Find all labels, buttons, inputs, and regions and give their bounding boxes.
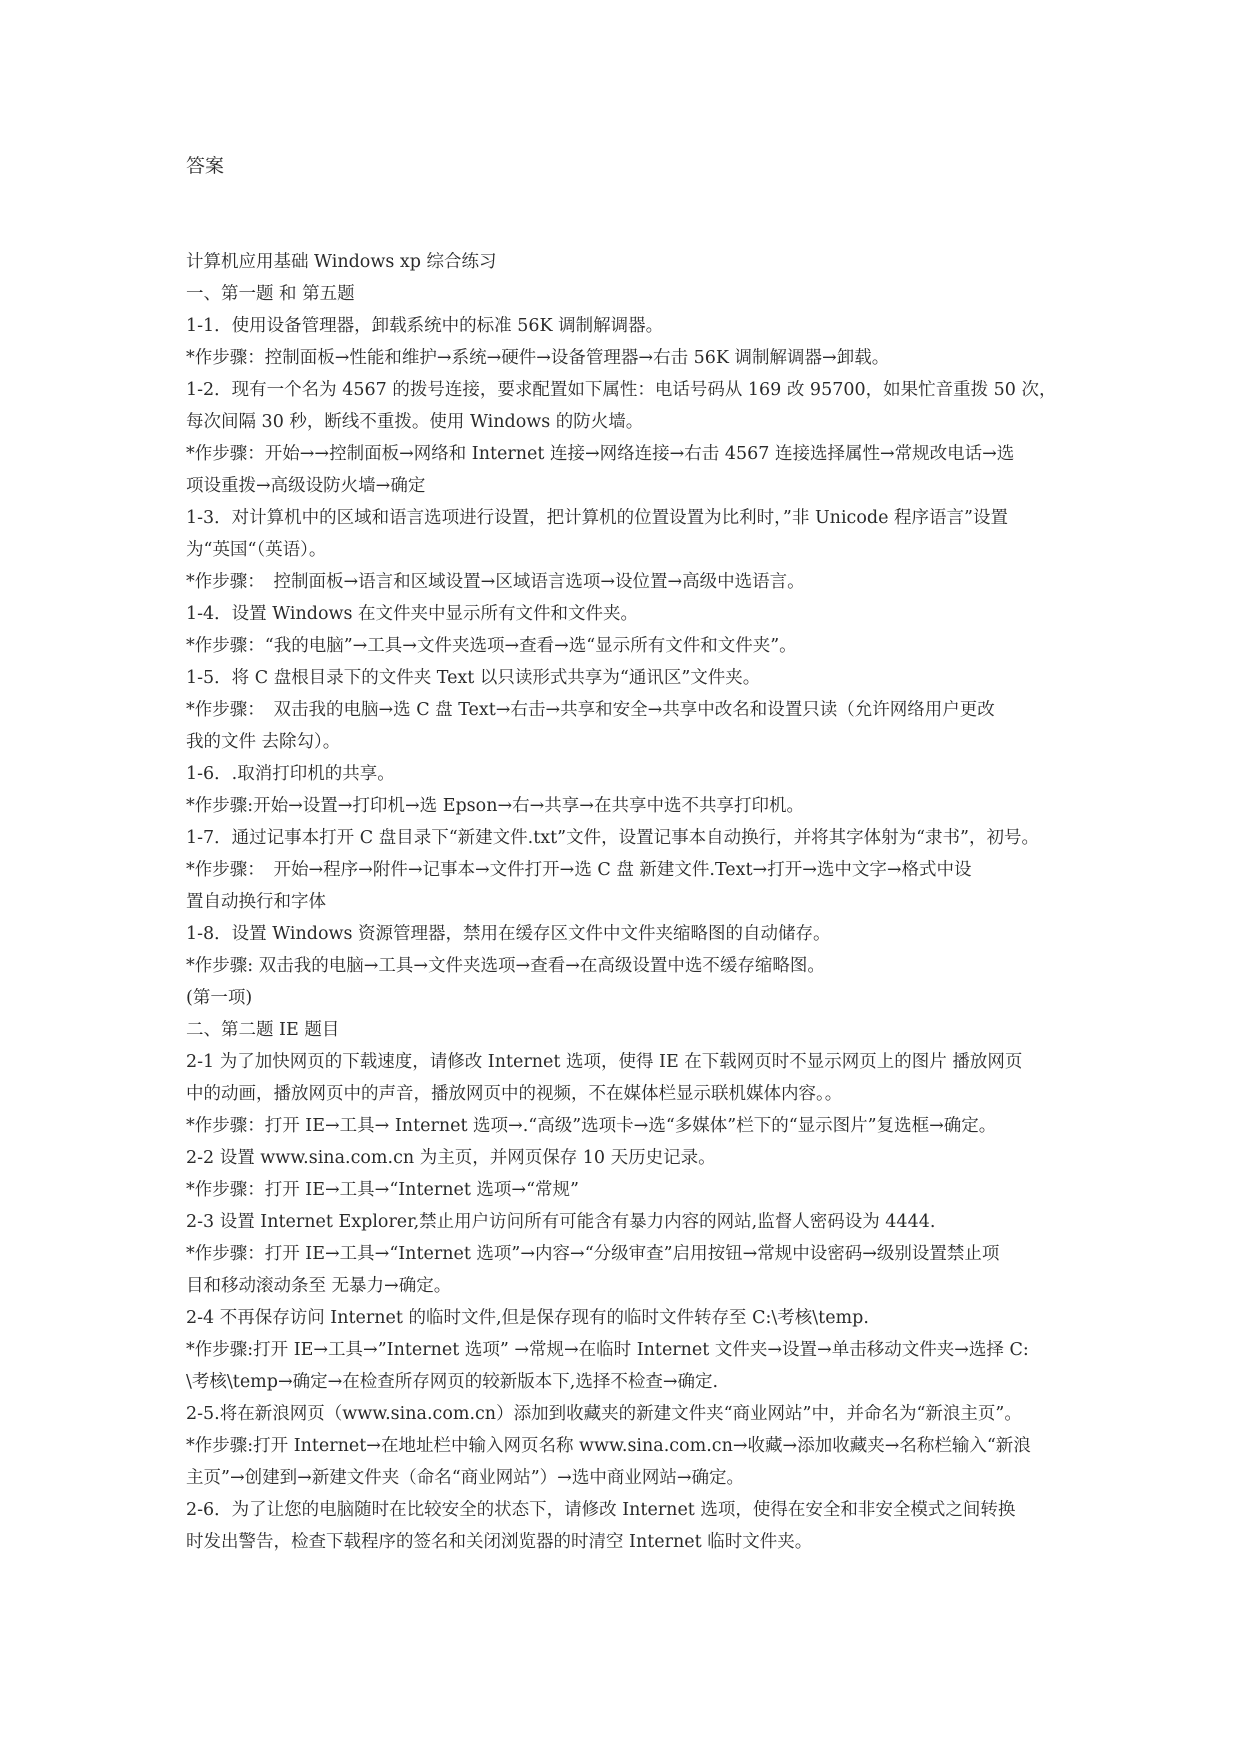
text-line: *作步骤： 开始→程序→附件→记事本→文件打开→选 C 盘 新建文件.Text→打开→选中文字→格式中设	[186, 860, 972, 880]
text-line: 为“英国“（英语）。	[186, 540, 327, 560]
text-line: 1-2．现有一个名为 4567 的拨号连接，要求配置如下属性：电话号码从 169 改 95700，如果忙音重拨 50 次，	[186, 380, 1057, 400]
text-line: 项设重拨→高级设防火墙→确定	[186, 476, 426, 496]
text-line: *作步骤： 控制面板→语言和区域设置→区域语言选项→设位置→高级中选语言。	[186, 572, 805, 592]
text-line: 每次间隔 30 秒，断线不重拨。使用 Windows 的防火墙。	[186, 412, 644, 432]
text-line: 1-1．使用设备管理器，卸载系统中的标准 56K 调制解调器。	[186, 316, 664, 336]
text-line: *作步骤：打开 IE→工具→“Internet 选项”→内容→“分级审查”启用按钮→常规中设密码→级别设置禁止项	[186, 1244, 1000, 1264]
text-line: 1-3．对计算机中的区域和语言选项进行设置，把计算机的位置设置为比利时，”非 Unicode 程序语言”设置	[186, 508, 1008, 528]
text-line: 1-4．设置 Windows 在文件夹中显示所有文件和文件夹。	[186, 604, 639, 624]
text-line: *作步骤:打开 IE→工具→”Internet 选项” →常规→在临时 Internet 文件夹→设置→单击移动文件夹→选择 C:	[186, 1340, 1029, 1360]
text-line: *作步骤:打开 Internet→在地址栏中输入网页名称 www.sina.com.cn→收藏→添加收藏夹→名称栏输入“新浪	[186, 1436, 1031, 1456]
text-line: *作步骤：“我的电脑”→工具→文件夹选项→查看→选“显示所有文件和文件夹”。	[186, 636, 797, 656]
text-line: (第一项)	[186, 988, 253, 1008]
text-line: *作步骤: 双击我的电脑→工具→文件夹选项→查看→在高级设置中选不缓存缩略图。	[186, 956, 825, 976]
text-line: 计算机应用基础 Windows xp 综合练习	[186, 252, 497, 272]
text-line: 中的动画，播放网页中的声音，播放网页中的视频，不在媒体栏显示联机媒体内容。。	[186, 1084, 843, 1104]
text-line: 置自动换行和字体	[186, 892, 326, 912]
text-line: 2-2 设置 www.sina.com.cn 为主页，并网页保存 10 天历史记录。	[186, 1148, 716, 1168]
text-line: *作步骤:开始→设置→打印机→选 Epson→右→共享→在共享中选不共享打印机。	[186, 796, 804, 816]
text-line: 2-5.将在新浪网页（www.sina.com.cn）添加到收藏夹的新建文件夹“商业网站”中，并命名为“新浪主页”。	[186, 1404, 1022, 1424]
text-line: 主页”→创建到→新建文件夹（命名“商业网站”）→选中商业网站→确定。	[186, 1468, 744, 1488]
document-body	[186, 246, 1066, 1558]
text-line: 2-6．为了让您的电脑随时在比较安全的状态下，请修改 Internet 选项，使得在安全和非安全模式之间转换	[186, 1500, 1016, 1520]
text-line: 1-7．通过记事本打开 C 盘目录下“新建文件.txt”文件，设置记事本自动换行，并将其字体射为“隶书”，初号。	[186, 828, 1039, 848]
text-line: *作步骤：开始→→控制面板→网络和 Internet 连接→网络连接→右击 4567 连接选择属性→常规改电话→选	[186, 444, 1015, 464]
text-line: 2-1 为了加快网页的下载速度，请修改 Internet 选项，使得 IE 在下载网页时不显示网页上的图片 播放网页	[186, 1052, 1023, 1072]
text-line: \考核\temp→确定→在检查所存网页的较新版本下,选择不检查→确定.	[186, 1372, 719, 1392]
answer-heading: 答案	[186, 155, 225, 177]
text-line: 1-5．将 C 盘根目录下的文件夹 Text 以只读形式共享为“通讯区”文件夹。	[186, 668, 761, 688]
text-line: 时发出警告，检查下载程序的签名和关闭浏览器的时清空 Internet 临时文件夹。	[186, 1532, 813, 1552]
text-line: 1-6．.取消打印机的共享。	[186, 764, 395, 784]
text-line: 我的文件 去除勾）。	[186, 732, 341, 752]
text-line: *作步骤：打开 IE→工具→“Internet 选项→“常规”	[186, 1180, 579, 1200]
text-line: 2-4 不再保存访问 Internet 的临时文件,但是保存现有的临时文件转存至 C:\考核\temp.	[186, 1308, 869, 1328]
text-line: 二、第二题 IE 题目	[186, 1020, 340, 1040]
text-line: 一、第一题 和 第五题	[186, 284, 355, 304]
text-line: *作步骤： 双击我的电脑→选 C 盘 Text→右击→共享和安全→共享中改名和设置只读（允许网络用户更改	[186, 700, 995, 720]
text-line: 1-8．设置 Windows 资源管理器，禁用在缓存区文件中文件夹缩略图的自动储存。	[186, 924, 831, 944]
text-line: 2-3 设置 Internet Explorer,禁止用户访问所有可能含有暴力内容的网站,监督人密码设为 4444.	[186, 1212, 936, 1232]
text-line: 目和移动滚动条至 无暴力→确定。	[186, 1276, 452, 1296]
text-line: *作步骤：控制面板→性能和维护→系统→硬件→设备管理器→右击 56K 调制解调器→卸载。	[186, 348, 890, 368]
text-line: *作步骤：打开 IE→工具→ Internet 选项→.“高级”选项卡→选“多媒体”栏下的“显示图片”复选框→确定。	[186, 1116, 997, 1136]
